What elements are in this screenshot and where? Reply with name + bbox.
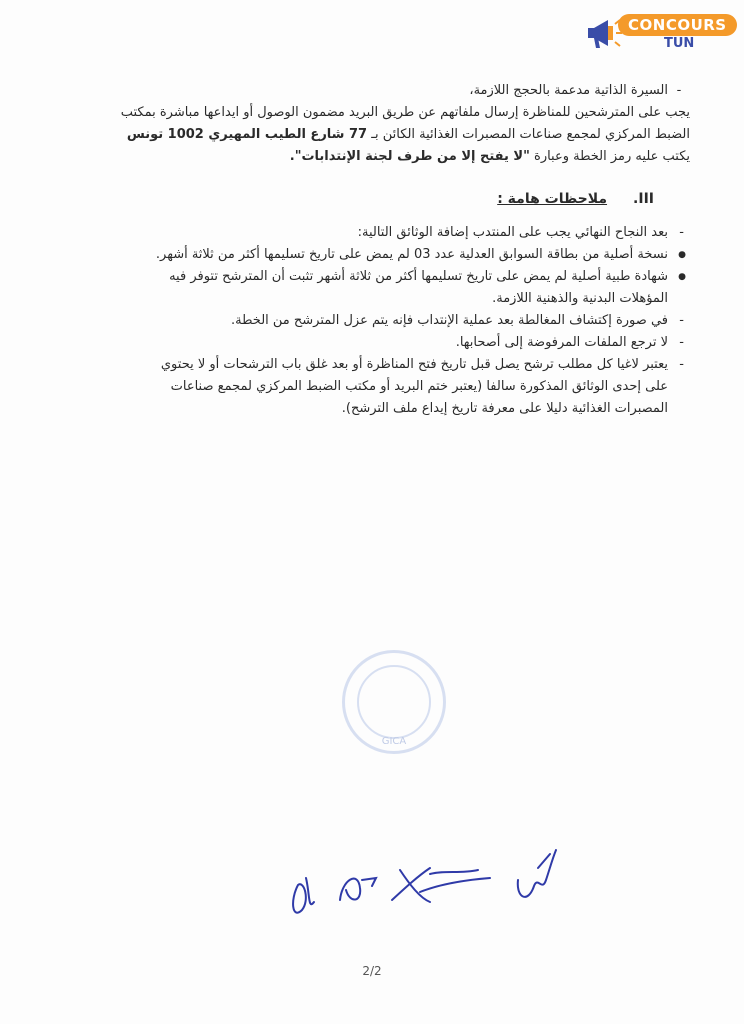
envelope-phrase: "لا يفتح إلا من طرف لجنة الإنتدابات".: [289, 149, 530, 164]
paragraph-line: [54, 146, 690, 168]
item-line: على إحدى الوثائق المذكورة سالفا (يعتبر ختم البريد أو مكتب الضبط المركزي لمجمع صناعات: [170, 379, 668, 394]
section-number: III.: [633, 191, 654, 207]
signature-2: [340, 878, 376, 900]
paragraph-text: يكتب عليه رمز الخطة وعبارة: [529, 149, 690, 164]
list-item: [54, 266, 690, 310]
notes-list: [54, 222, 690, 420]
stamp-inner-ring: [357, 665, 431, 739]
list-item: - لا ترجع الملفات المرفوضة إلى أصحابها.: [54, 332, 690, 354]
official-stamp: [342, 650, 446, 754]
megaphone-icon: [584, 12, 624, 52]
paragraph-text: الضبط المركزي لمجمع صناعات المصبرات الغذائية الكائن بـ: [367, 127, 690, 142]
signature-1: [293, 878, 314, 913]
item-line: المصبرات الغذائية دليلا على معرفة تاريخ إيداع ملف الترشح).: [341, 401, 668, 416]
paragraph-line: [54, 124, 690, 146]
item-line: ● شهادة طبية أصلية لم يمض على تاريخ تسليمها أكثر من ثلاثة أشهر تثبت أن المترشح تتوفر فيه: [169, 269, 668, 284]
brand-top-text: CONCOURS: [618, 14, 737, 36]
section-heading: [54, 188, 690, 210]
item-line: - يعتبر لاغيا كل مطلب ترشح يصل قبل تاريخ فتح المناظرة أو بعد غلق باب الترشحات أو لا يحتوي: [160, 357, 668, 372]
item-line: المؤهلات البدنية والذهنية اللازمة.: [492, 291, 668, 306]
signatures: [280, 840, 570, 930]
paragraph-line: يجب على المترشحين للمناظرة إرسال ملفاتهم عن طريق البريد مضمون الوصول أو ايداعها مباشرة بمكتب: [120, 105, 690, 120]
dash-marker: [668, 83, 690, 98]
list-item: [54, 354, 690, 420]
list-item: - في صورة إكتشاف المغالطة بعد عملية الإنتداب فإنه يتم عزل المترشح من الخطة.: [54, 310, 690, 332]
stamp-code: GICA: [381, 736, 407, 747]
cv-line: [54, 80, 690, 102]
submission-paragraph: [54, 102, 690, 168]
brand-bottom-text: TUN: [664, 36, 695, 51]
page-number: 2/2: [362, 964, 382, 978]
document-body: [54, 80, 690, 420]
signature-3: [392, 868, 490, 902]
cv-line-text: السيرة الذاتية مدعمة بالحجج اللازمة،: [469, 83, 668, 98]
concours-tun-logo[interactable]: [584, 6, 734, 62]
section-title: ملاحظات هامة :: [497, 191, 608, 207]
list-item: - بعد النجاح النهائي يجب على المنتدب إضافة الوثائق التالية:: [54, 222, 690, 244]
address-text: 77 شارع الطيب المهيري 1002 تونس: [126, 127, 368, 142]
signature-4: [518, 850, 556, 897]
list-item: ● نسخة أصلية من بطاقة السوابق العدلية عدد 03 لم يمض على تاريخ تسليمها أكثر من ثلاثة أشهر.: [54, 244, 690, 266]
